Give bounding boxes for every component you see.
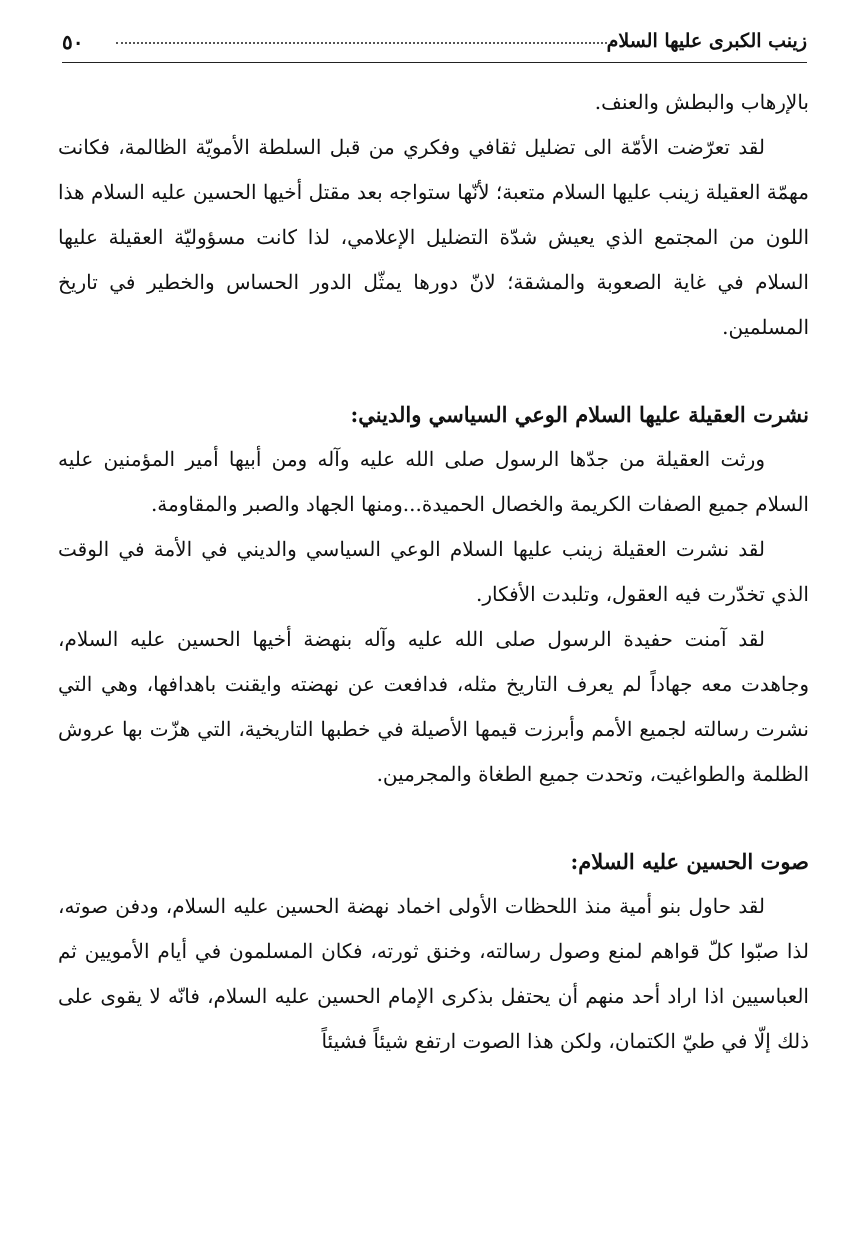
paragraph: لقد نشرت العقيلة زينب عليها السلام الوعي السياسي والديني في الأمة في الوقت الذي تخدّرت فيه العقول، وتلبدت الأفكار. [58,537,809,606]
section-spacer [58,797,809,839]
section-spacer [58,350,809,392]
paragraph: ورثت العقيلة من جدّها الرسول صلى الله عليه وآله ومن أبيها أمير المؤمنين عليه السلام جميع الصفات الكريمة والخصال الحميدة...ومنها الجهاد والصبر والمقاومة. [58,447,809,516]
section-heading: صوت الحسين عليه السلام: [570,849,809,874]
page-header [62,28,807,63]
paragraph: بالإرهاب والبطش والعنف. [594,90,809,114]
paragraph: لقد حاول بنو أمية منذ اللحظات الأولى اخماد نهضة الحسين عليه السلام، ودفن صوته، لذا صبّوا كلّ قواهم لمنع وصول رسالته، وخنق ثورته، فكان المسلمون في أيام الأمويين ثم العباسيين اذا اراد أحد منهم أن يحتفل بذكرى الإمام الحسين عليه السلام، فانّه لا يقوى على ذلك إلّا في طيّ الكتمان، ولكن هذا الصوت ارتفع شيئاً فشيئاً [58,894,809,1053]
section-heading: نشرت العقيلة عليها السلام الوعي السياسي والديني: [350,402,809,427]
header-leader-dots [116,42,607,44]
running-title: زينب الكبرى عليها السلام [606,30,807,52]
page-body [58,80,809,1064]
paragraph: لقد تعرّضت الأمّة الى تضليل ثقافي وفكري من قبل السلطة الأمويّة الظالمة، فكانت مهمّة العقيلة زينب عليها السلام متعبة؛ لأنّها ستواجه بعد مقتل أخيها الحسين عليه السلام هذا اللون من المجتمع الذي يعيش شدّة التضليل الإعلامي، لذا كانت مسؤوليّة العقيلة عليها السلام في غاية الصعوبة والمشقة؛ لانّ دورها يمثّل الدور الحساس والخطير في تاريخ المسلمين. [58,135,809,339]
page-number: ٥٠ [62,30,84,54]
paragraph: لقد آمنت حفيدة الرسول صلى الله عليه وآله بنهضة أخيها الحسين عليه السلام، وجاهدت معه جهاداً لم يعرف التاريخ مثله، فدافعت عن نهضته وايقنت باهدافها، وهي التي نشرت رسالته لجميع الأمم وأبرزت قيمها الأصيلة في خطبها التاريخية، التي هزّت بها عروش الظلمة والطواغيت، وتحدت جميع الطغاة والمجرمين. [58,627,809,786]
